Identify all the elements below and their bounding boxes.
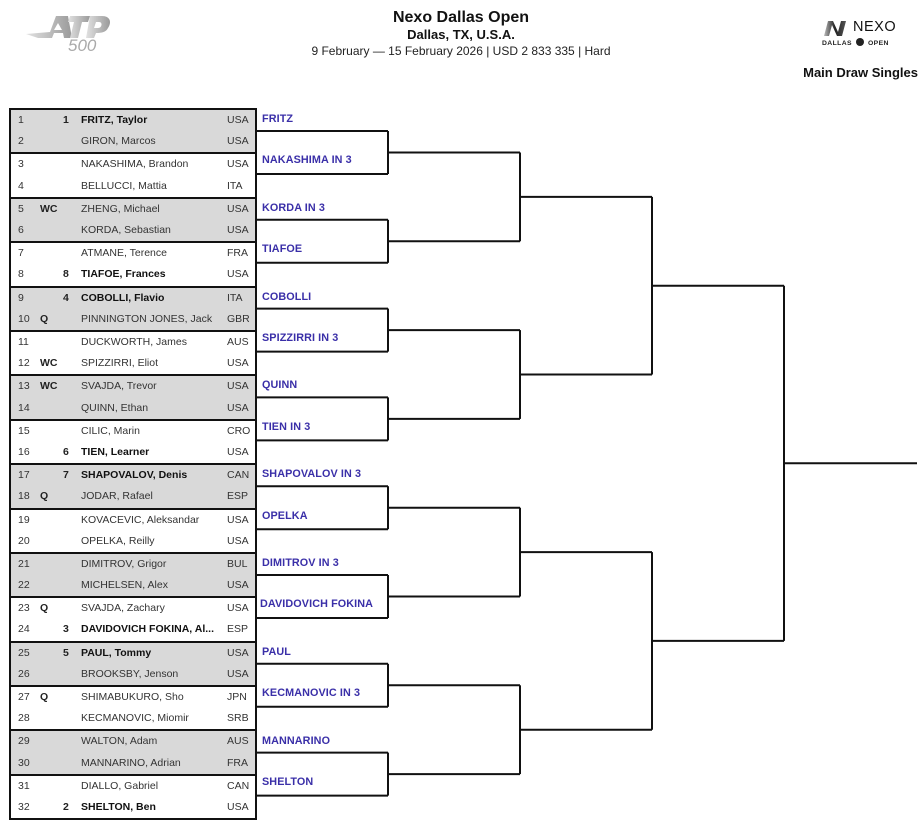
player-nationality: ITA: [227, 179, 243, 192]
draw-position: 21: [18, 557, 30, 570]
player-nationality: BUL: [227, 557, 248, 570]
player-nationality: USA: [227, 513, 249, 526]
draw-position: 27: [18, 691, 30, 704]
seed-number: 1: [63, 114, 69, 126]
seed-number: 4: [63, 291, 69, 304]
draw-position: 19: [18, 513, 30, 526]
draw-position: 18: [18, 490, 30, 503]
player-name[interactable]: SVAJDA, Trevor: [81, 380, 157, 393]
player-name[interactable]: KECMANOVIC, Miomir: [81, 712, 189, 725]
draw-position: 30: [18, 756, 30, 769]
player-nationality: ESP: [227, 490, 249, 503]
player-nationality: USA: [227, 602, 249, 615]
entry-status: WC: [40, 202, 58, 215]
draw-position: 16: [18, 445, 30, 458]
seed-number: 6: [63, 445, 69, 458]
round-2-result[interactable]: FRITZ: [262, 113, 294, 125]
draw-position: 1: [18, 114, 24, 126]
round-2-result[interactable]: NAKASHIMA IN 3: [262, 154, 352, 167]
player-name[interactable]: DIMITROV, Grigor: [81, 557, 167, 570]
draw-position: 7: [18, 247, 24, 260]
player-name[interactable]: QUINN, Ethan: [81, 401, 149, 414]
player-nationality: FRA: [227, 756, 248, 769]
player-nationality: USA: [227, 534, 249, 547]
draw-position: 10: [18, 312, 30, 325]
round-2-result[interactable]: SHAPOVALOV IN 3: [262, 468, 362, 481]
seed-number: 3: [63, 623, 69, 636]
draw-position: 28: [18, 712, 30, 725]
player-name[interactable]: GIRON, Marcos: [81, 135, 156, 148]
player-name[interactable]: SHELTON, Ben: [81, 801, 156, 814]
atp-tier-label: 500: [68, 36, 97, 55]
round-2-result[interactable]: MANNARINO: [262, 734, 331, 747]
seed-number: 8: [63, 268, 69, 281]
player-nationality: FRA: [227, 247, 248, 260]
draw-position: 4: [18, 179, 24, 192]
player-name[interactable]: MICHELSEN, Alex: [81, 579, 168, 592]
player-nationality: USA: [227, 401, 249, 414]
tournament-location: Dallas, TX, U.S.A.: [407, 27, 515, 42]
draw-position: 8: [18, 268, 24, 281]
draw-position: 15: [18, 424, 30, 437]
tournament-title: Nexo Dallas Open: [392, 9, 530, 26]
round-2-result[interactable]: SHELTON: [262, 776, 314, 788]
draw-position: 5: [18, 202, 24, 215]
player-nationality: USA: [227, 223, 249, 236]
player-name[interactable]: ATMANE, Terence: [81, 247, 167, 260]
player-name[interactable]: PINNINGTON JONES, Jack: [81, 312, 213, 325]
draw-position: 12: [18, 357, 30, 370]
player-nationality: USA: [227, 646, 249, 659]
player-nationality: USA: [227, 667, 249, 680]
player-nationality: USA: [227, 202, 249, 215]
round-2-result[interactable]: DAVIDOVICH FOKINA: [260, 598, 374, 611]
draw-position: 26: [18, 667, 30, 680]
draw-position: 13: [18, 380, 30, 393]
draw-position: 9: [18, 291, 24, 304]
draw-position: 24: [18, 623, 30, 636]
player-nationality: USA: [227, 445, 249, 458]
player-name[interactable]: DIALLO, Gabriel: [81, 779, 159, 792]
entry-status: Q: [40, 312, 49, 325]
nexo-sub-right: OPEN: [867, 40, 889, 47]
seed-number: 5: [63, 646, 69, 659]
nexo-wordmark: NEXO: [853, 19, 897, 35]
draw-position: 22: [18, 579, 30, 592]
player-nationality: ESP: [227, 623, 249, 636]
player-nationality: JPN: [227, 691, 247, 704]
player-name[interactable]: TIEN, Learner: [81, 445, 150, 458]
draw-position: 6: [18, 223, 24, 236]
round-2-result[interactable]: TIAFOE: [262, 243, 303, 256]
player-name[interactable]: KORDA, Sebastian: [81, 223, 171, 236]
player-name[interactable]: SHIMABUKURO, Sho: [81, 691, 184, 704]
player-name[interactable]: KOVACEVIC, Aleksandar: [81, 513, 200, 526]
player-name[interactable]: PAUL, Tommy: [81, 646, 152, 659]
player-name[interactable]: MANNARINO, Adrian: [81, 756, 181, 769]
nexo-sub-left: DALLAS: [822, 40, 852, 47]
player-name[interactable]: SVAJDA, Zachary: [81, 602, 165, 615]
player-nationality: USA: [227, 380, 249, 393]
player-name[interactable]: DUCKWORTH, James: [81, 335, 187, 348]
round-2-result[interactable]: SPIZZIRRI IN 3: [262, 332, 339, 344]
draw-position: 17: [18, 469, 30, 482]
player-name[interactable]: ZHENG, Michael: [81, 202, 160, 215]
player-name[interactable]: SPIZZIRRI, Eliot: [81, 357, 159, 370]
player-name[interactable]: SHAPOVALOV, Denis: [81, 469, 188, 482]
draw-position: 20: [18, 534, 30, 547]
draw-position: 23: [18, 602, 30, 615]
player-nationality: AUS: [227, 735, 249, 748]
player-name[interactable]: TIAFOE, Frances: [81, 268, 166, 281]
player-nationality: ITA: [227, 291, 243, 304]
player-name[interactable]: FRITZ, Taylor: [81, 114, 148, 126]
round-2-result[interactable]: KORDA IN 3: [262, 201, 325, 214]
player-nationality: SRB: [227, 712, 249, 725]
player-nationality: USA: [227, 135, 249, 148]
player-nationality: USA: [227, 579, 249, 592]
draw-position: 14: [18, 401, 30, 414]
draw-position: 31: [18, 779, 30, 792]
entry-status: WC: [40, 380, 58, 393]
round-2-result[interactable]: TIEN IN 3: [262, 420, 311, 433]
player-nationality: GBR: [227, 312, 250, 325]
round-2-result[interactable]: DIMITROV IN 3: [262, 557, 339, 569]
tournament-info: 9 February — 15 February 2026 | USD 2 833 335 | Hard: [311, 44, 611, 58]
player-name[interactable]: COBOLLI, Flavio: [81, 291, 165, 304]
entry-status: Q: [40, 602, 49, 615]
round-2-result[interactable]: PAUL: [262, 645, 291, 658]
draw-position: 2: [18, 135, 24, 148]
entry-status: Q: [40, 490, 49, 503]
player-nationality: USA: [227, 114, 249, 126]
player-name[interactable]: BROOKSBY, Jenson: [81, 667, 179, 680]
player-name[interactable]: OPELKA, Reilly: [81, 534, 155, 547]
player-nationality: AUS: [227, 335, 249, 348]
player-name[interactable]: BELLUCCI, Mattia: [81, 179, 167, 192]
draw-position: 25: [18, 646, 30, 659]
player-nationality: CAN: [227, 469, 250, 482]
player-nationality: USA: [227, 357, 249, 370]
entry-status: WC: [40, 357, 58, 370]
draw-type-label: Main Draw Singles: [803, 65, 918, 80]
seed-number: 7: [63, 469, 69, 482]
seed-number: 2: [63, 801, 69, 814]
player-nationality: CRO: [227, 424, 251, 437]
player-nationality: CAN: [227, 779, 250, 792]
player-name[interactable]: DAVIDOVICH FOKINA, Al...: [81, 623, 215, 636]
draw-position: 3: [18, 158, 24, 171]
player-nationality: USA: [227, 268, 249, 281]
player-name[interactable]: WALTON, Adam: [81, 735, 158, 748]
player-name[interactable]: NAKASHIMA, Brandon: [81, 158, 189, 171]
entry-status: Q: [40, 691, 49, 704]
round-2-result[interactable]: OPELKA: [262, 509, 308, 522]
round-2-result[interactable]: KECMANOVIC IN 3: [262, 687, 361, 700]
draw-position: 11: [18, 335, 29, 348]
player-name[interactable]: JODAR, Rafael: [81, 490, 153, 503]
player-nationality: USA: [227, 801, 249, 814]
player-name[interactable]: CILIC, Marin: [81, 424, 140, 437]
round-2-result[interactable]: COBOLLI: [262, 290, 312, 303]
draw-position: 32: [18, 801, 30, 814]
player-nationality: USA: [227, 158, 249, 171]
round-2-result[interactable]: QUINN: [262, 379, 298, 392]
draw-position: 29: [18, 735, 30, 748]
